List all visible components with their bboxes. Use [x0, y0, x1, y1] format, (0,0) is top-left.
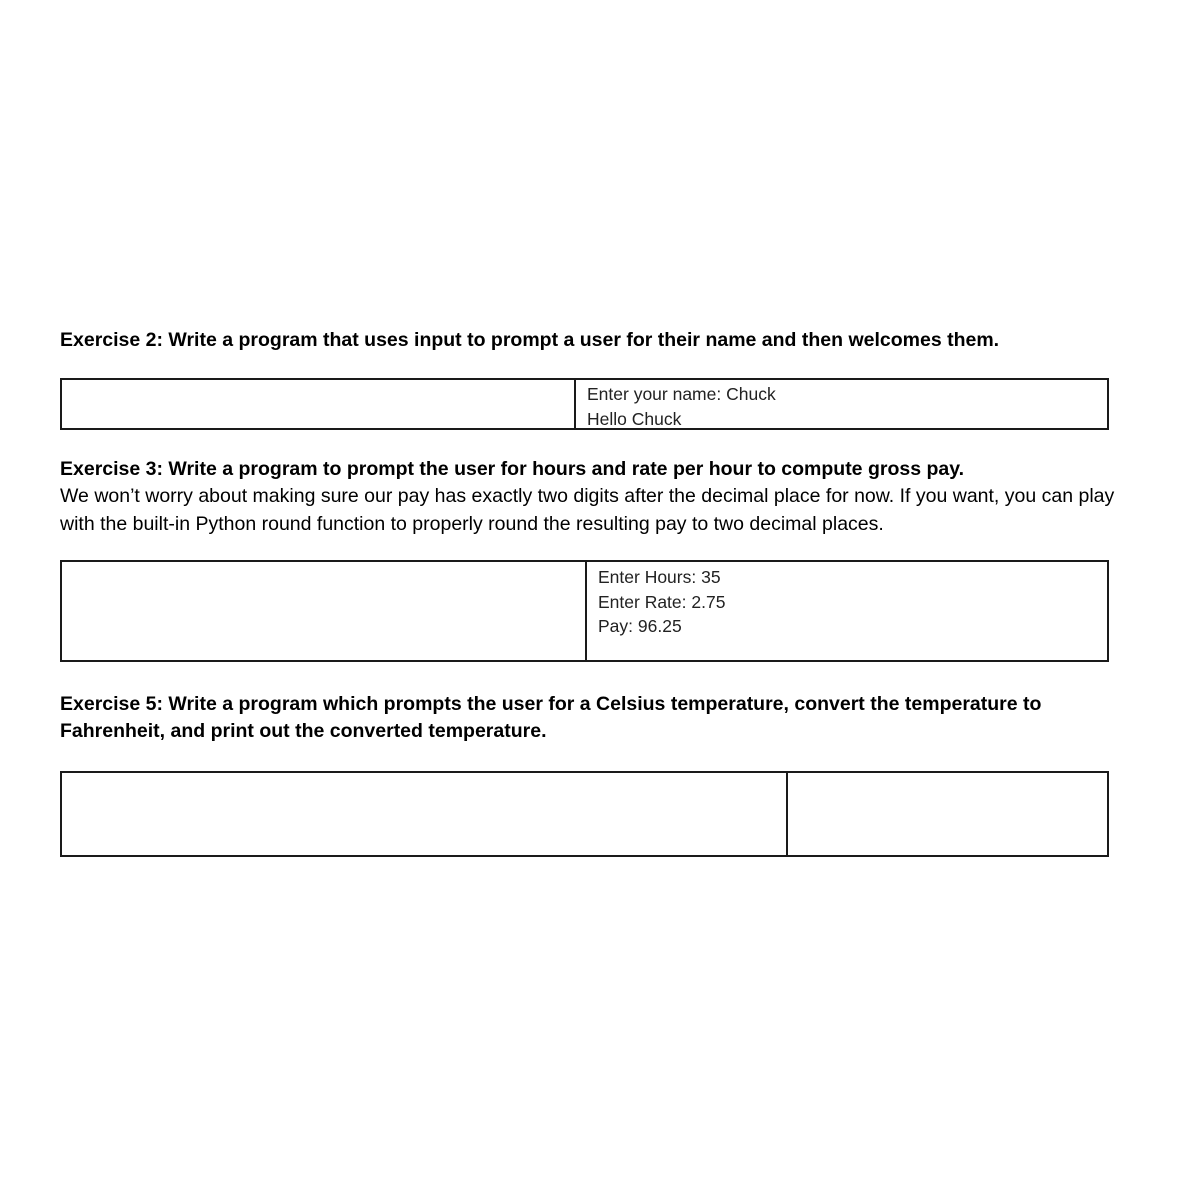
exercise-2-output-cell — [576, 380, 1107, 428]
output-line: Pay: 96.25 — [598, 616, 682, 636]
exercise-5-output-cell[interactable] — [788, 773, 1107, 855]
exercise-5-code-cell[interactable] — [62, 773, 788, 855]
output-line: Hello Chuck — [587, 409, 682, 429]
exercise-5-answer-table — [60, 771, 1109, 857]
exercise-3-description: We won’t worry about making sure our pay has exactly two digits after the decimal place for now. If you want, you can play with the built-in Python round function to properly round the resulting pay to two decimal places. — [60, 485, 1115, 535]
output-line: Enter your name: Chuck — [587, 384, 776, 404]
exercise-2-heading: Exercise 2: Write a program that uses input to prompt a user for their name and then welcomes them. — [60, 329, 1000, 351]
output-line: Enter Rate: 2.75 — [598, 591, 726, 612]
exercise-2-code-cell[interactable] — [62, 380, 576, 428]
exercise-3-answer-table — [60, 560, 1109, 662]
exercise-3-code-cell[interactable] — [62, 562, 587, 660]
exercise-2-answer-table — [60, 378, 1109, 430]
output-line: Enter Hours: 35 — [598, 567, 721, 587]
exercise-3-heading: Exercise 3: Write a program to prompt the user for hours and rate per hour to compute gross pay. — [60, 458, 965, 480]
exercise-3-output-cell — [587, 562, 1107, 660]
exercise-5-heading: Exercise 5: Write a program which prompts the user for a Celsius temperature, convert the temperature to Fahrenheit, and print out the converted temperature. — [60, 693, 1042, 742]
